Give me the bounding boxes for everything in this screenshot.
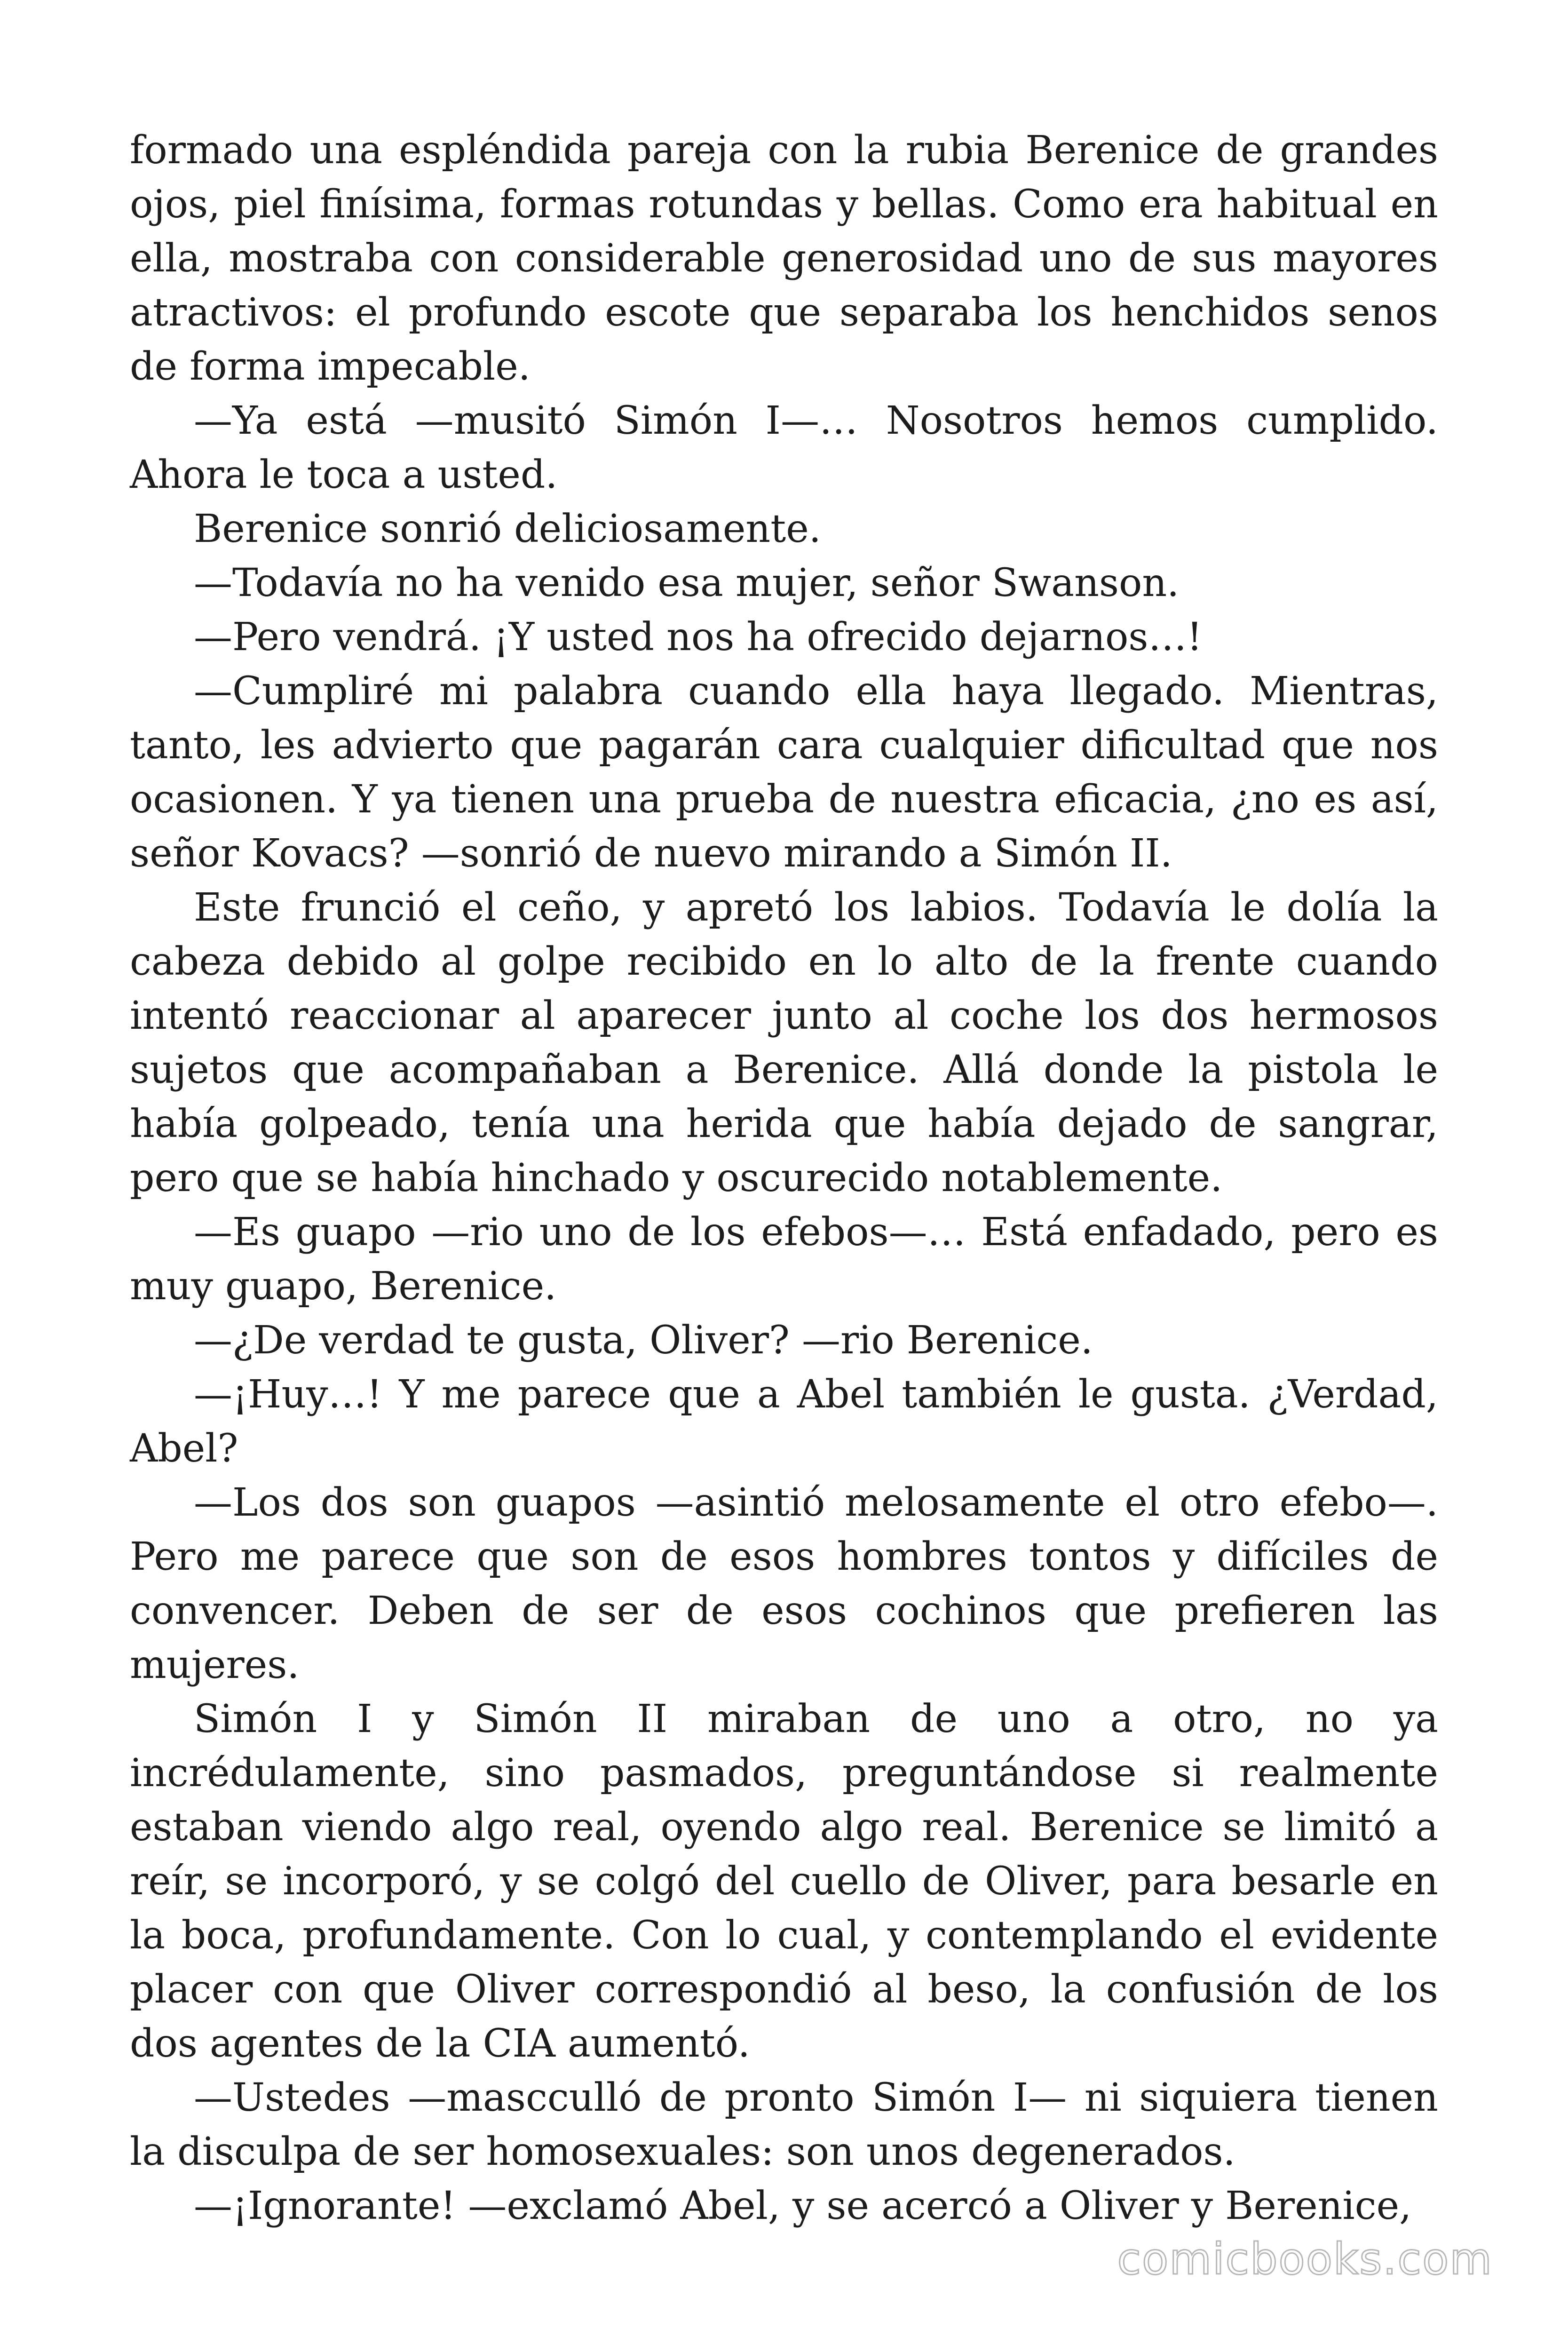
paragraph: —Es guapo —rio uno de los efebos—… Está enfadado, pero es muy guapo, Berenice. xyxy=(130,1210,1438,1309)
book-page-text xyxy=(130,123,1438,2233)
paragraph: —Ya está —musitó Simón I—… Nosotros hemos cumplido. Ahora le toca a usted. xyxy=(130,398,1438,497)
paragraph: —Cumpliré mi palabra cuando ella haya llegado. Mientras, tanto, les advierto que pagarán cara cualquier dificultad que nos ocasionen. Y ya tienen una prueba de nuestra eficacia, ¿no es así, señor Kovacs? —sonrió de nuevo mirando a Simón II. xyxy=(130,669,1438,876)
paragraph: —¡Huy…! Y me parece que a Abel también le gusta. ¿Verdad, Abel? xyxy=(130,1372,1438,1471)
paragraph: Berenice sonrió deliciosamente. xyxy=(194,507,821,551)
paragraph: —Ustedes —mascculló de pronto Simón I— ni siquiera tienen la disculpa de ser homosexuales: son unos degenerados. xyxy=(130,2075,1438,2174)
paragraph: —Los dos son guapos —asintió melosamente el otro efebo—. Pero me parece que son de esos hombres tontos y difíciles de convencer. Deben de ser de esos cochinos que prefieren las mujeres. xyxy=(130,1480,1438,1687)
paragraph: Este frunció el ceño, y apretó los labios. Todavía le dolía la cabeza debido al golpe recibido en lo alto de la frente cuando intentó reaccionar al aparecer junto al coche los dos hermosos sujetos que acompañaban a Berenice. Allá donde la pistola le había golpeado, tenía una herida que había dejado de sangrar, pero que se había hinchado y oscurecido notablemente. xyxy=(130,885,1438,1200)
paragraph: —Pero vendrá. ¡Y usted nos ha ofrecido dejarnos…! xyxy=(194,615,1203,660)
paragraph: Simón I y Simón II miraban de uno a otro, no ya incrédulamente, sino pasmados, preguntándose si realmente estaban viendo algo real, oyendo algo real. Berenice se limitó a reír, se incorporó, y se colgó del cuello de Oliver, para besarle en la boca, profundamente. Con lo cual, y contemplando el evidente placer con que Oliver correspondió al beso, la confusión de los dos agentes de la CIA aumentó. xyxy=(130,1697,1438,2066)
paragraph: —¿De verdad te gusta, Oliver? —rio Berenice. xyxy=(194,1318,1093,1363)
paragraph: —¡Ignorante! —exclamó Abel, y se acercó a Oliver y Berenice, xyxy=(194,2184,1412,2228)
watermark: comicbooks.com xyxy=(1117,2234,1493,2284)
paragraph-continued: formado una espléndida pareja con la rubia Berenice de grandes ojos, piel finísima, formas rotundas y bellas. Como era habitual en ella, mostraba con considerable generosidad uno de sus mayores atractivos: el profundo escote que separaba los henchidos senos de forma impecable. xyxy=(130,128,1438,389)
paragraph: —Todavía no ha venido esa mujer, señor Swanson. xyxy=(194,561,1180,605)
